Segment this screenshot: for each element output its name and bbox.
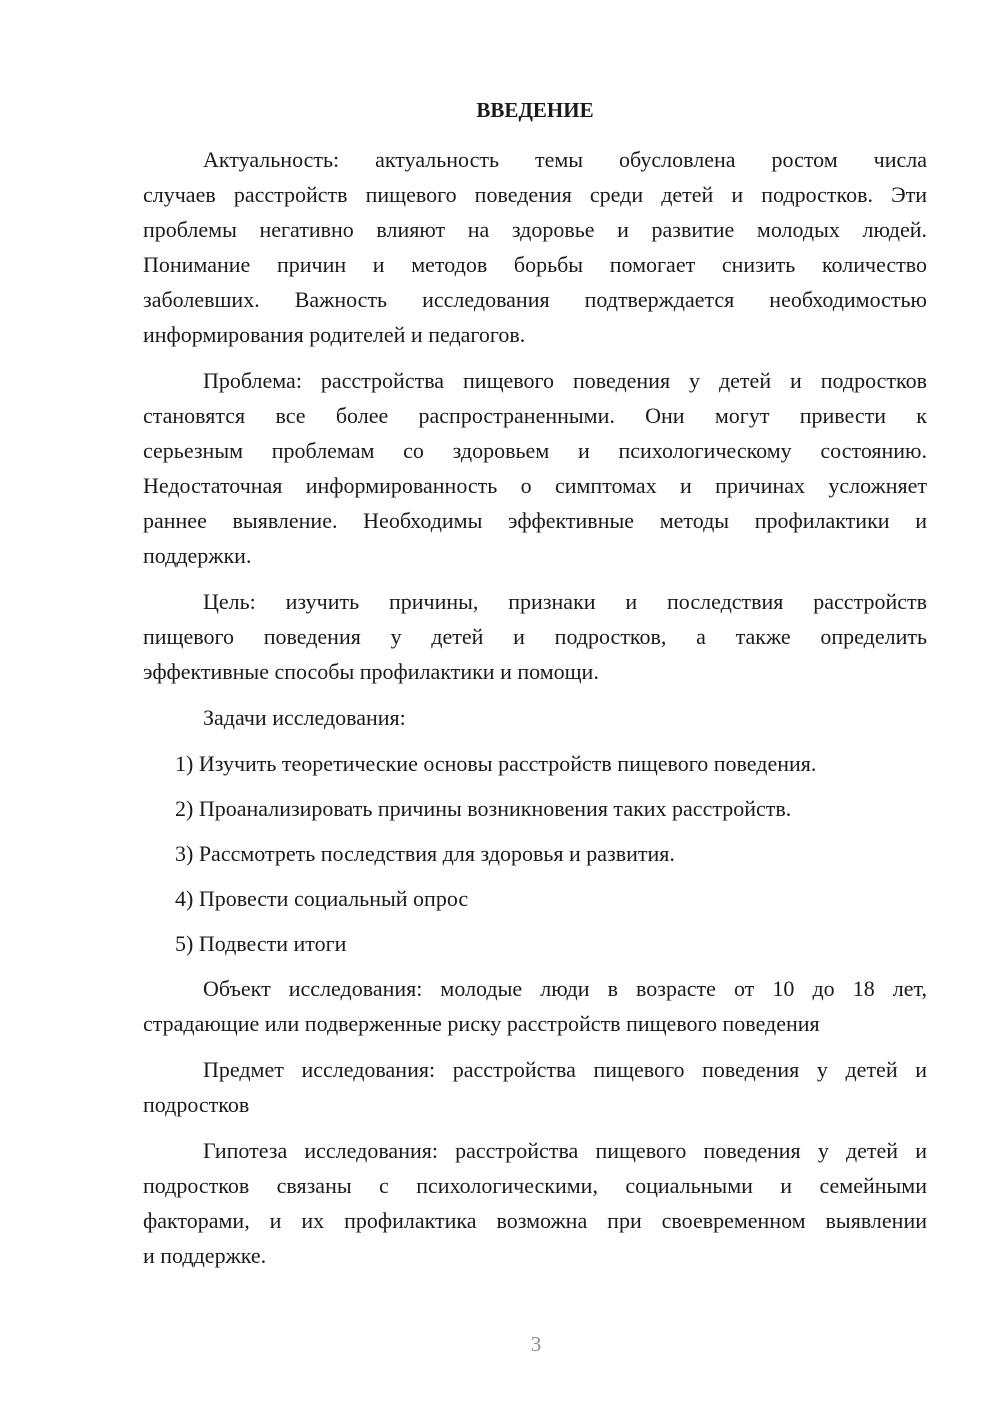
paragraph bbox=[143, 584, 927, 689]
text-line: Проблема: расстройства пищевого поведения у детей и подростков bbox=[203, 368, 927, 393]
text-line: пищевого поведения у детей и подростков, а также определить bbox=[143, 624, 927, 649]
task-item: 5) Подвести итоги bbox=[175, 931, 347, 956]
text-line: факторами, и их профилактика возможна при своевременном выявлении bbox=[143, 1208, 927, 1233]
task-item: 4) Провести социальный опрос bbox=[175, 886, 469, 911]
text-line: Цель: изучить причины, признаки и последствия расстройств bbox=[203, 589, 927, 614]
text-line: Понимание причин и методов борьбы помогает снизить количество bbox=[143, 252, 927, 277]
text-line: Актуальность: актуальность темы обусловлена ростом числа bbox=[203, 147, 927, 172]
text-line: Недостаточная информированность о симптомах и причинах усложняет bbox=[143, 473, 927, 498]
task-list bbox=[143, 746, 927, 961]
text-line: информирования родителей и педагогов. bbox=[143, 322, 526, 347]
text-line: Объект исследования: молодые люди в возрасте от 10 до 18 лет, bbox=[203, 976, 927, 1001]
paragraph bbox=[143, 971, 927, 1041]
text-line: эффективные способы профилактики и помощи. bbox=[143, 659, 599, 684]
text-line: Гипотеза исследования: расстройства пищевого поведения у детей и bbox=[203, 1138, 927, 1163]
intro-paragraphs bbox=[143, 142, 927, 735]
paragraph bbox=[143, 1133, 927, 1273]
text-line: становятся все более распространенными. Они могут привести к bbox=[143, 403, 927, 428]
text-line: подростков bbox=[143, 1092, 250, 1117]
task-item: 1) Изучить теоретические основы расстройств пищевого поведения. bbox=[175, 751, 817, 776]
text-line: Задачи исследования: bbox=[203, 705, 406, 730]
section-title: ВВЕДЕНИЕ bbox=[476, 98, 594, 122]
text-line: проблемы негативно влияют на здоровье и развитие молодых людей. bbox=[143, 217, 927, 242]
document-page bbox=[143, 93, 927, 1284]
task-item: 3) Рассмотреть последствия для здоровья и развития. bbox=[175, 841, 675, 866]
paragraph bbox=[143, 1052, 927, 1122]
research-paragraphs bbox=[143, 971, 927, 1273]
page-number: 3 bbox=[530, 1332, 542, 1356]
text-line: случаев расстройств пищевого поведения среди детей и подростков. Эти bbox=[143, 182, 927, 207]
paragraph bbox=[143, 363, 927, 573]
task-item: 2) Проанализировать причины возникновения таких расстройств. bbox=[175, 796, 792, 821]
paragraph bbox=[143, 700, 927, 735]
text-line: и поддержке. bbox=[143, 1243, 267, 1268]
text-line: Предмет исследования: расстройства пищевого поведения у детей и bbox=[203, 1057, 927, 1082]
paragraph bbox=[143, 142, 927, 352]
text-line: поддержки. bbox=[143, 543, 252, 568]
text-line: заболевших. Важность исследования подтверждается необходимостью bbox=[143, 287, 927, 312]
text-line: серьезным проблемам со здоровьем и психологическому состоянию. bbox=[143, 438, 927, 463]
text-line: раннее выявление. Необходимы эффективные методы профилактики и bbox=[143, 508, 927, 533]
text-line: страдающие или подверженные риску расстройств пищевого поведения bbox=[143, 1011, 820, 1036]
text-line: подростков связаны с психологическими, социальными и семейными bbox=[143, 1173, 927, 1198]
